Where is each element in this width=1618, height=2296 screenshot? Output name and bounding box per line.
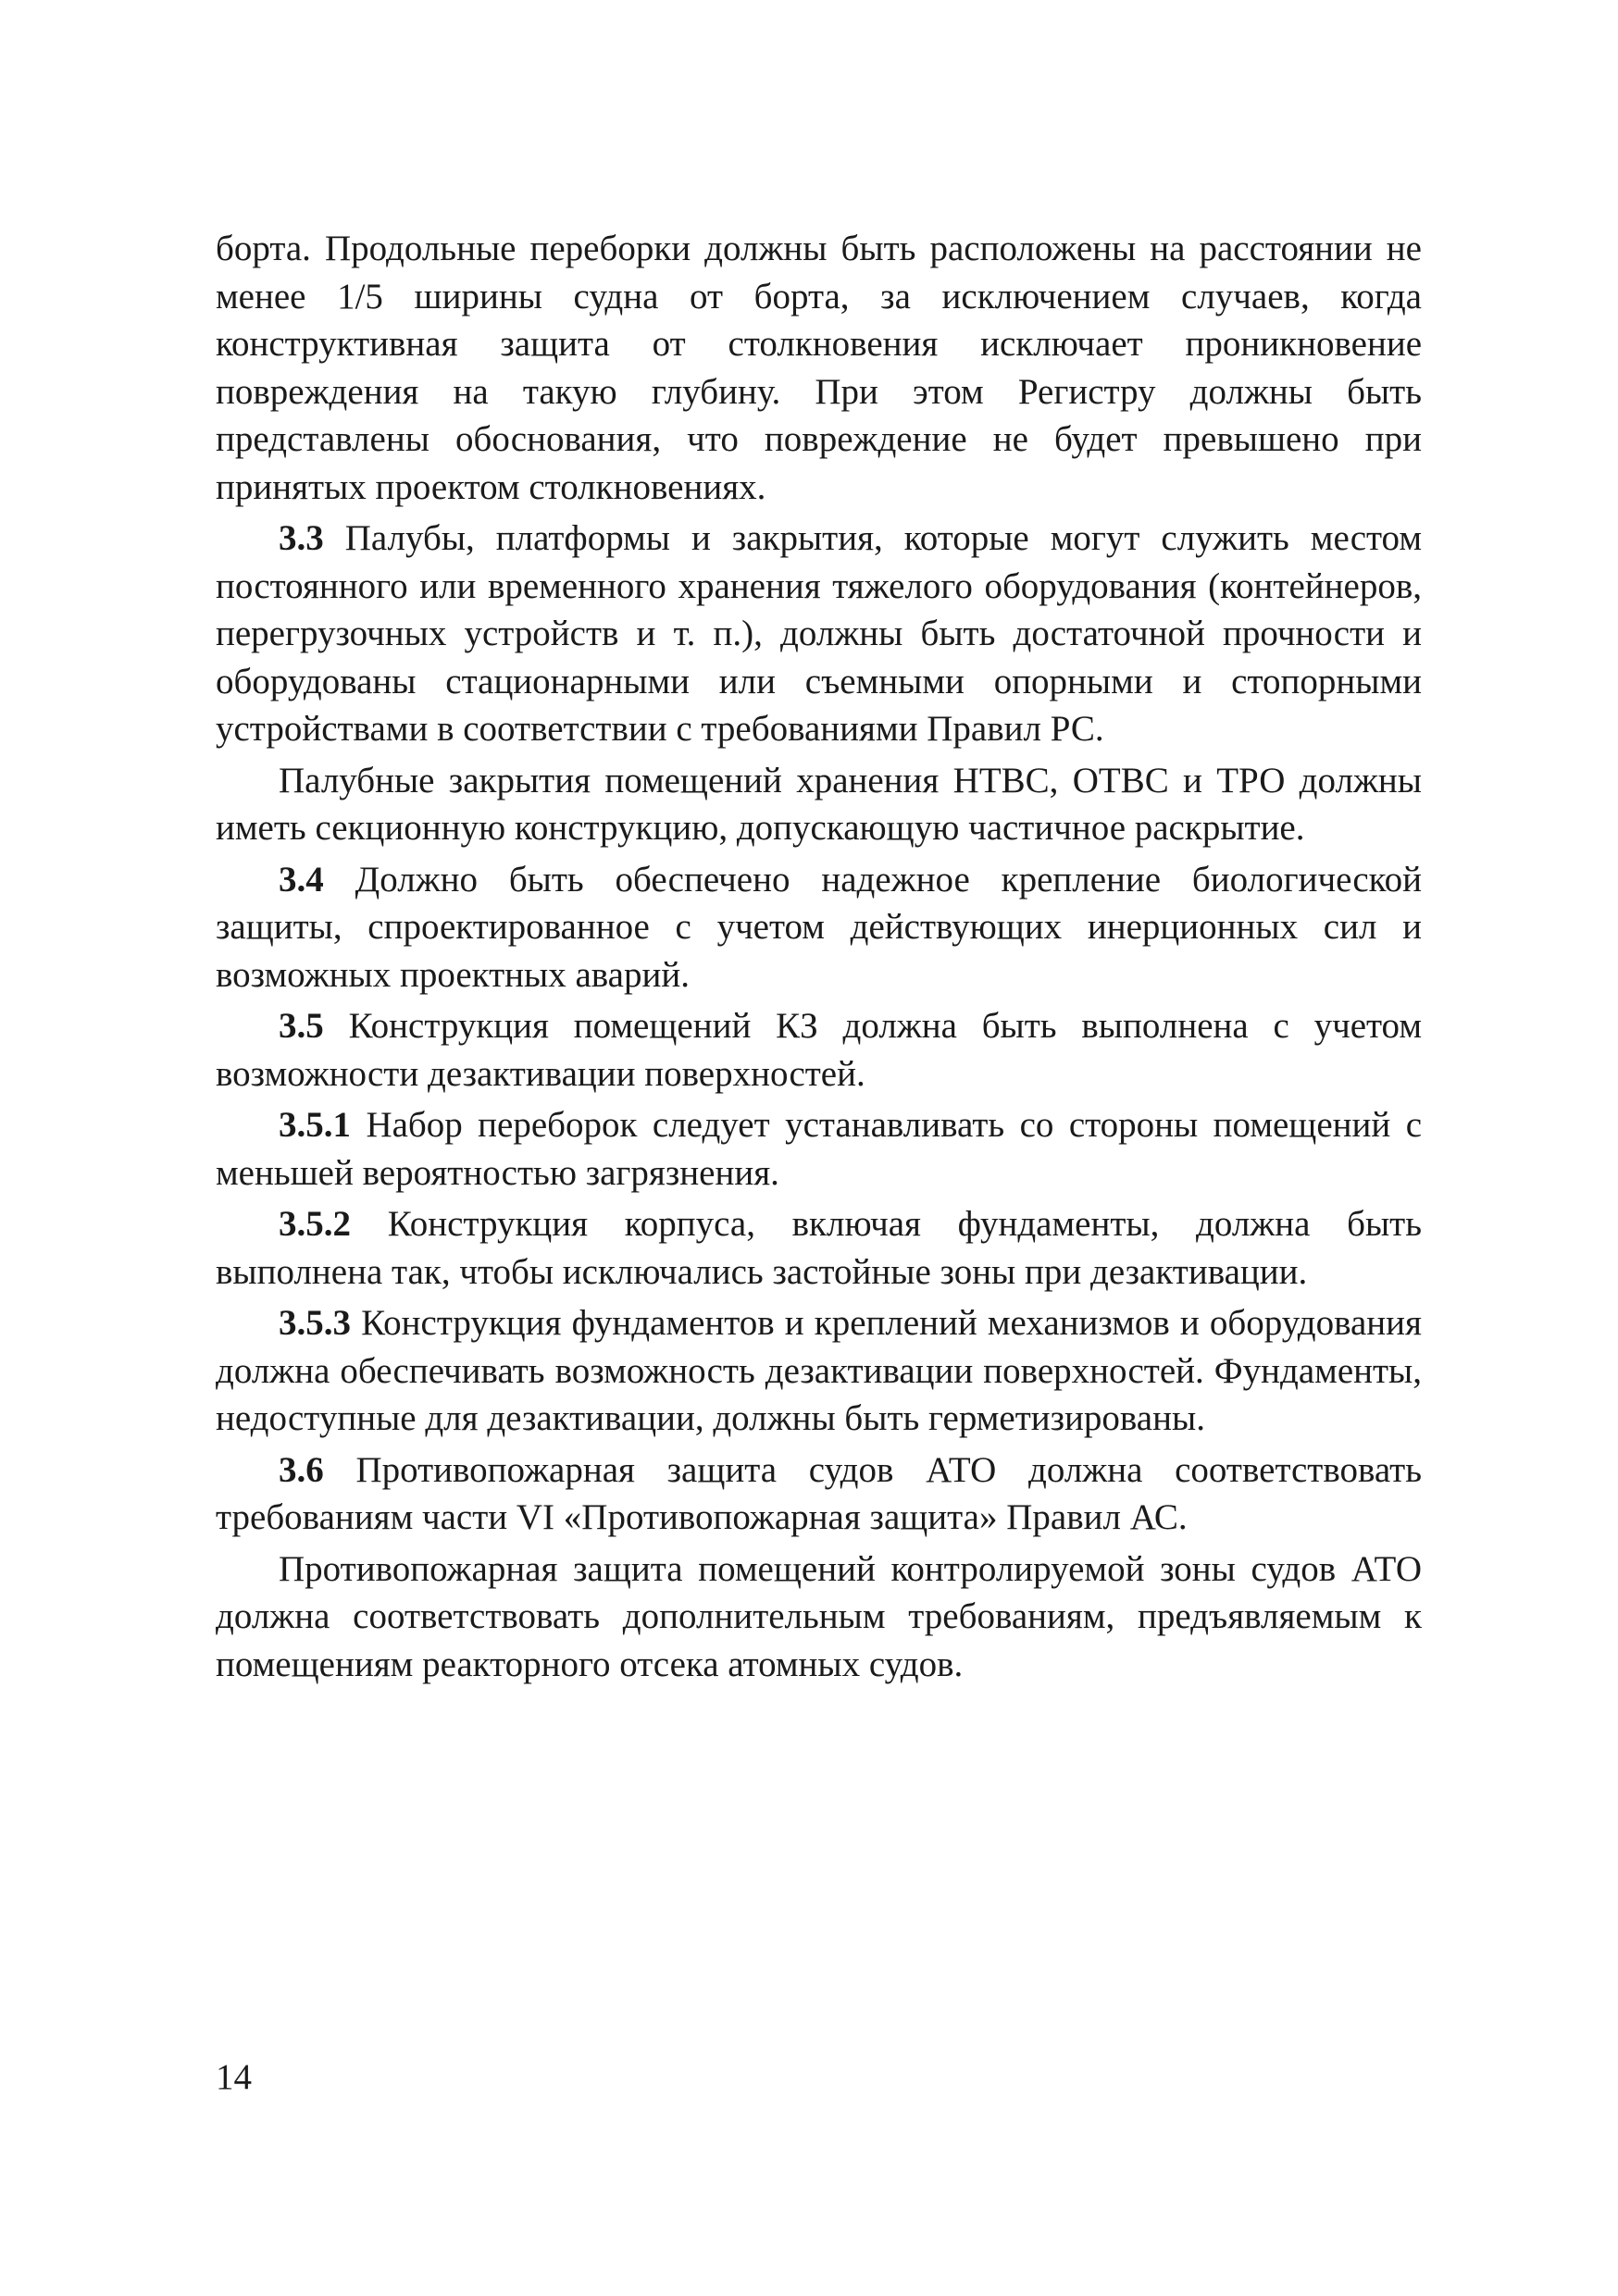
paragraph-3-5	[216, 1002, 1422, 1098]
paragraph-fire-protection-zone	[216, 1545, 1422, 1689]
paragraph-3-5-2	[216, 1200, 1422, 1296]
section-number: 3.5.1	[279, 1105, 351, 1145]
paragraph-3-4	[216, 856, 1422, 999]
paragraph-text: Противопожарная защита судов АТО должна соответствовать требованиям части VI «Противопожарная защита» Правил АС.	[216, 1449, 1423, 1537]
page-text	[216, 225, 1422, 1688]
paragraph-text: борта. Продольные переборки должны быть расположены на расстоянии не менее 1/5 ширины судна от борта, за исключением случаев, когда конструктивная защита от столкновения исключает проникновение повреждения на такую глубину. При этом Регистру должны быть представлены обоснования, что повреждение не будет превышено при принятых проектом столкновениях.	[216, 229, 1422, 507]
section-number: 3.5	[279, 1006, 324, 1046]
paragraph-3-3	[216, 515, 1422, 753]
section-number: 3.5.2	[279, 1204, 351, 1244]
section-number: 3.3	[279, 518, 324, 558]
paragraph-text: Противопожарная защита помещений контролируемой зоны судов АТО должна соответствовать дополнительным требованиям, предъявляемым к помещениям реакторного отсека атомных судов.	[216, 1548, 1422, 1684]
section-number: 3.6	[279, 1449, 324, 1490]
paragraph-continuation	[216, 225, 1422, 511]
paragraph-text: Палубы, платформы и закрытия, которые могут служить местом постоянного или временного хранения тяжелого оборудования (контейнеров, перегрузочных устройств и т. п.), должны быть достаточной прочности и оборудованы стационарными или съемными опорными и стопорными устройствами в соответствии с требованиями Правил РС.	[216, 518, 1422, 749]
paragraph-text: Конструкция фундаментов и креплений механизмов и оборудования должна обеспечивать возможность дезактивации поверхностей. Фундаменты, недоступные для дезактивации, должны быть герметизированы.	[216, 1303, 1422, 1438]
paragraph-3-5-1	[216, 1101, 1422, 1197]
paragraph-3-5-3	[216, 1299, 1422, 1443]
paragraph-3-6	[216, 1446, 1422, 1542]
paragraph-text: Должно быть обеспечено надежное крепление биологической защиты, спроектированное с учетом действующих инерционных сил и возможных проектных аварий.	[216, 859, 1422, 995]
paragraph-text: Конструкция помещений КЗ должна быть выполнена с учетом возможности дезактивации поверхностей.	[216, 1006, 1422, 1094]
page-number: 14	[216, 2057, 252, 2097]
paragraph-text: Набор переборок следует устанавливать со стороны помещений с меньшей вероятностью загрязнения.	[216, 1105, 1422, 1193]
paragraph-text: Палубные закрытия помещений хранения НТВС, ОТВС и ТРО должны иметь секционную конструкцию, допускающую частичное раскрытие.	[216, 760, 1422, 848]
section-number: 3.5.3	[279, 1303, 351, 1343]
paragraph-text: Конструкция корпуса, включая фундаменты, должна быть выполнена так, чтобы исключались застойные зоны при дезактивации.	[216, 1204, 1422, 1292]
section-number: 3.4	[279, 859, 324, 900]
paragraph-deck-covers	[216, 757, 1422, 852]
